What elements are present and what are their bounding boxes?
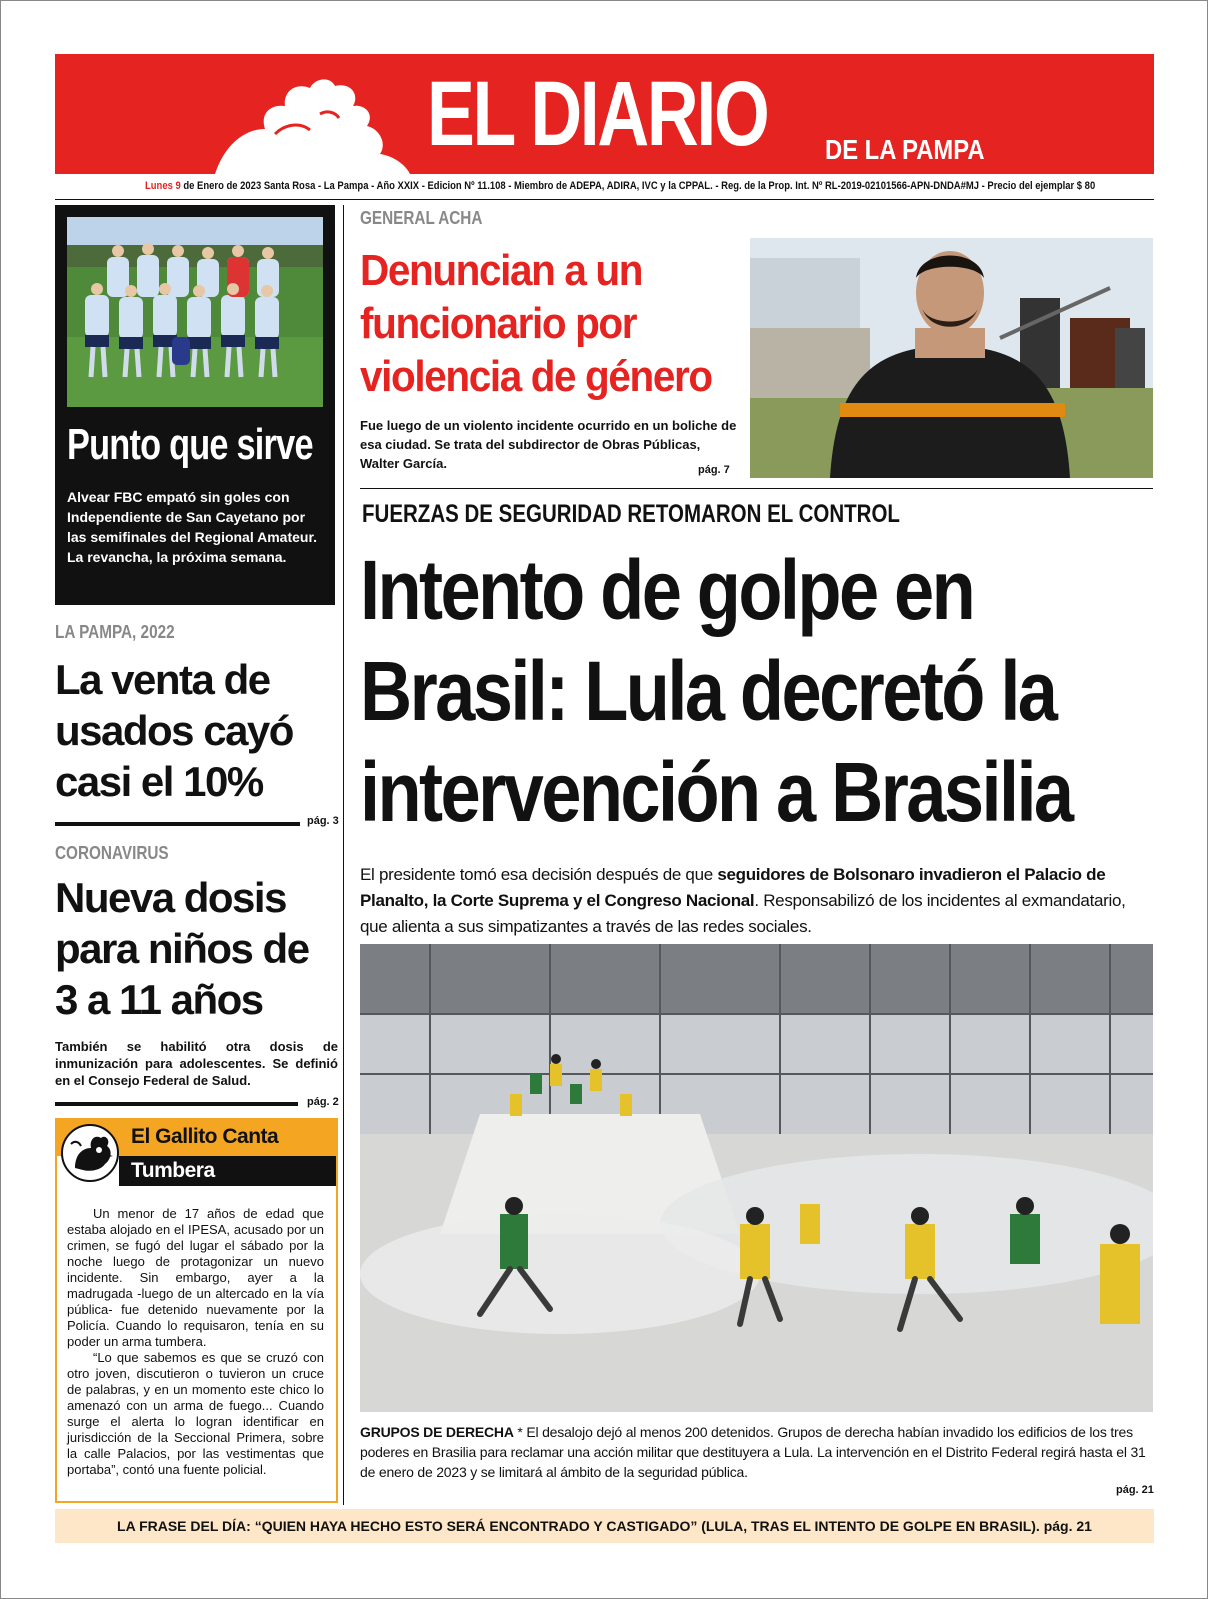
frase-del-dia-bar [55,1509,1154,1543]
dateline-day: Lunes 9 [145,180,181,192]
sport-story[interactable] [55,205,335,605]
gallito-column [55,1118,338,1503]
caption-text: * El desalojo dejó al menos 200 detenidos. Grupos de derecha habían invadido los edificios de los tres poderes en Brasilia para reclamar una acción militar que destituyera a Lula. La intervención en el Distrito Federal regirá hasta el 31 de enero de 2023 y se limitará al ámbito de la seguridad pública. [360,1424,1146,1480]
covid-summary: También se habilitó otra dosis de inmunización para adolescentes. Se definió en el Consejo Federal de Salud. [55,1039,338,1088]
covid-kicker: CORONAVIRUS [55,843,169,863]
main-deck [360,862,1155,940]
gallito-subheader [119,1156,336,1186]
dateline [145,180,1096,192]
sport-headline: Punto que sirve [67,420,313,469]
ventas-rule [55,822,300,826]
main-headline-line: Brasil: Lula decretó la [360,644,1056,738]
acha-summary: Fue luego de un violento incidente ocurrido en un boliche de esa ciudad. Se trata del subdirector de Obras Públicas, Walter García. [360,418,737,471]
caption-lead: GRUPOS DE DERECHA [360,1424,514,1440]
acha-headline[interactable]: Denuncian a un funcionario por violencia de género [360,246,712,401]
rooster-icon [61,1124,119,1182]
covid-headline[interactable]: Nueva dosis para niños de 3 a 11 años [55,874,309,1023]
official-photo [750,238,1153,478]
acha-page-ref[interactable]: pág. 7 [698,464,730,476]
gallito-body [67,1206,324,1478]
main-deck-part: . Responsabilizó de los incidentes al exmandatario, que alienta a sus simpatizantes a través de las redes sociales. [360,891,1126,936]
main-page-ref[interactable]: pág. 21 [1116,1484,1154,1496]
main-kicker: FUERZAS DE SEGURIDAD RETOMARON EL CONTROL [362,500,900,528]
gallito-header-label: El Gallito Canta [131,1125,279,1148]
masthead [55,54,1154,174]
middle-divider [360,488,1153,489]
main-headline-line: Intento de golpe en [360,543,974,637]
covid-page-ref[interactable]: pág. 2 [307,1096,339,1108]
top-divider [55,199,1154,200]
main-headline-line: intervención a Brasilia [360,745,1072,839]
rooster-logo [215,74,425,174]
column-divider [343,205,344,1505]
ventas-page-ref[interactable]: pág. 3 [307,815,339,827]
sport-summary: Alvear FBC empató sin goles con Independiente de San Cayetano por las semifinales del Regional Amateur. La revancha, la próxima semana. [67,489,318,565]
main-deck-part: El presidente tomó esa decisión después de que [360,865,718,884]
main-headline[interactable] [360,540,1072,843]
gallito-paragraph: “Lo que sabemos es que se cruzó con otro joven, discutieron o tuvieron un cruce de palabras, y en un momento este chico lo amenazó con un arma de fuego... Cuando surge el alerta lo logran identificar en jurisdicción de la Seccional Primera, sobre la calle Palacios, por las vestimentas que portaba”, contó una fuente policial. [67,1350,324,1477]
brasilia-photo [360,944,1153,1412]
gallito-subheader-label: Tumbera [131,1159,215,1182]
team-photo [67,217,323,407]
acha-kicker: GENERAL ACHA [360,208,483,228]
dateline-rest: de Enero de 2023 Santa Rosa - La Pampa - Año XXIX - Edicion Nº 11.108 - Miembro de ADEPA, ADIRA, IVC y la CPPAL. - Reg. de la Prop. Int. Nº RL-2019-02101566-APN-DNDA#MJ - Precio del ejemplar $ 80 [180,180,1096,192]
covid-rule [55,1102,298,1106]
ventas-kicker: LA PAMPA, 2022 [55,622,175,642]
ventas-headline[interactable]: La venta de usados cayó casi el 10% [55,656,293,805]
masthead-title: EL DIARIO [427,63,768,165]
masthead-subtitle: DE LA PAMPA [825,134,985,165]
main-deck-bold: seguidores de Bolsonaro invadieron el Palacio de Planalto, la Corte Suprema y el Congreso Nacional [360,865,1106,910]
gallito-paragraph: Un menor de 17 años de edad que estaba alojado en el IPESA, acusado por un crimen, se fugó del lugar el sábado por la noche luego de protagonizar un nuevo incidente. Sin embargo, ayer a la madrugada -luego de un altercado en la vía pública- fue detenido nuevamente por la Policía. Cuando lo requisaron, tenía en su poder un arma tumbera. [67,1206,324,1349]
frase-del-dia-text: LA FRASE DEL DÍA: “QUIEN HAYA HECHO ESTO SERÁ ENCONTRADO Y CASTIGADO” (LULA, TRAS EL INTENTO DE GOLPE EN BRASIL). pág. 21 [117,1518,1092,1534]
main-photo-caption [360,1422,1153,1482]
